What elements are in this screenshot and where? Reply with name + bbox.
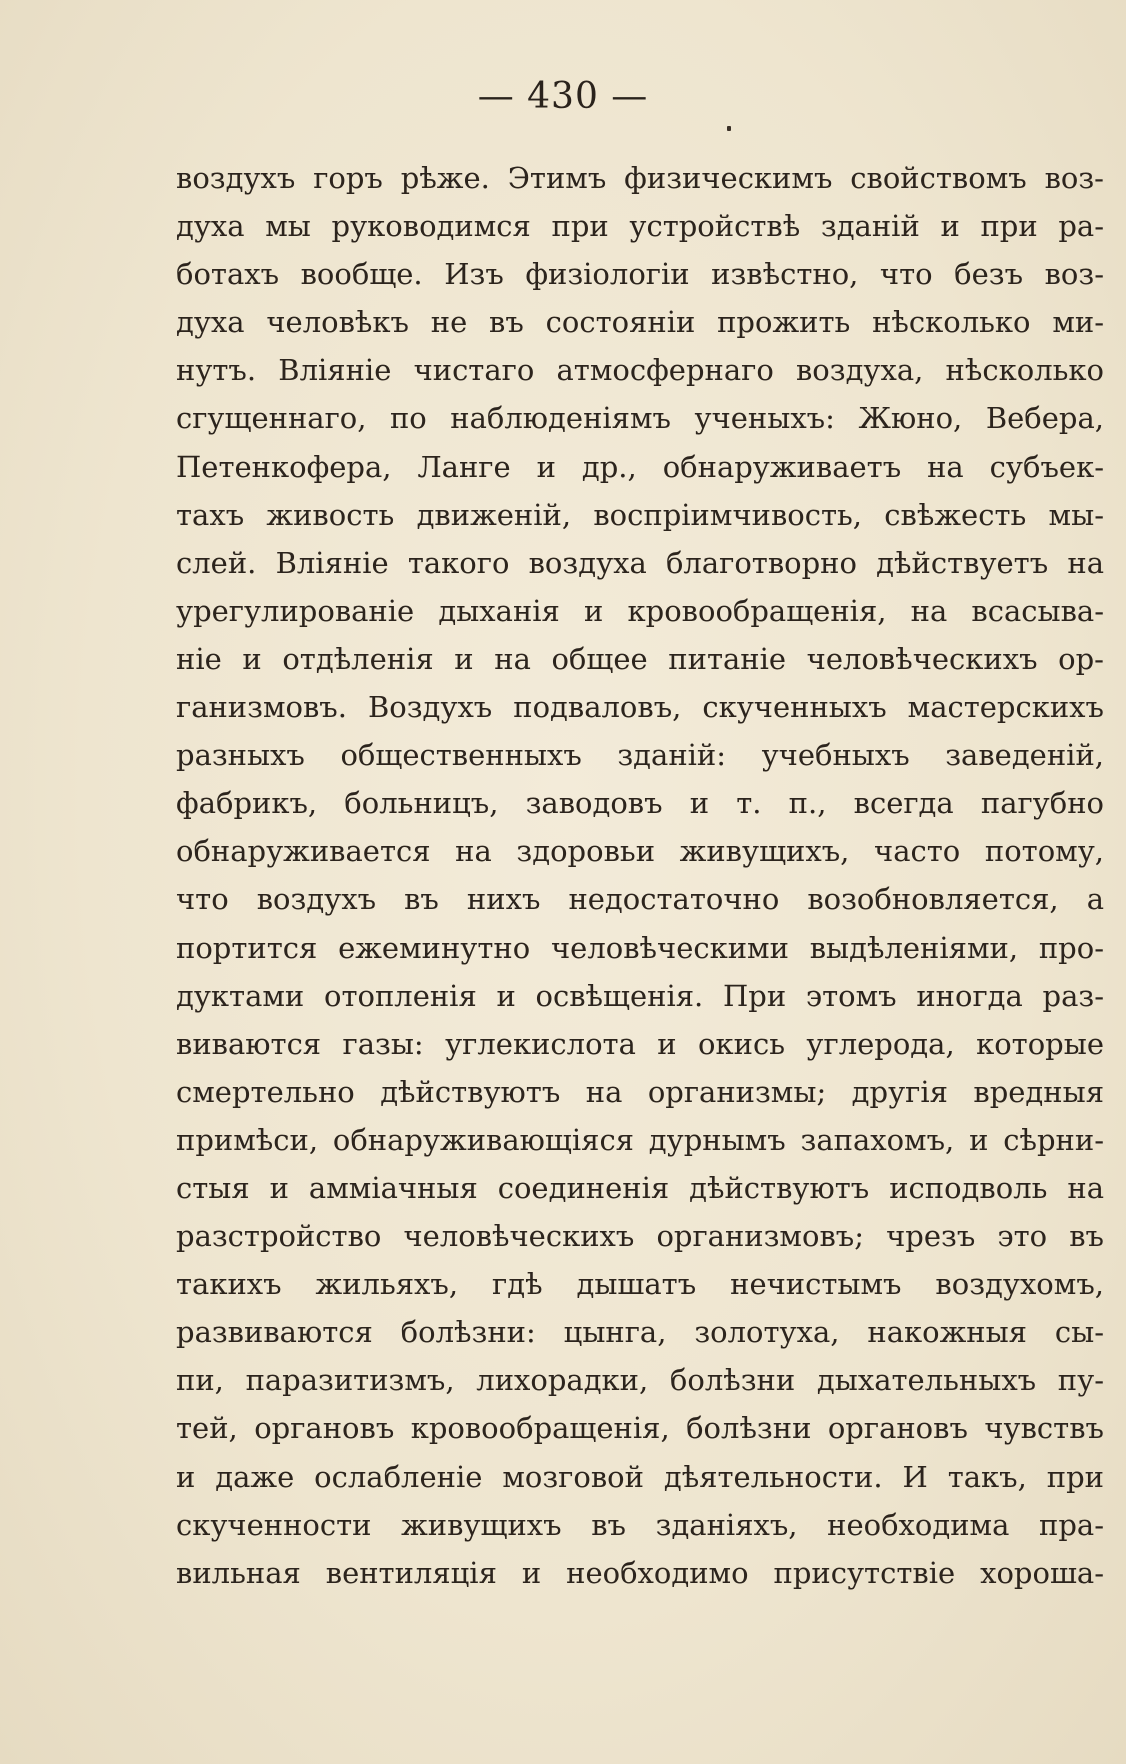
text-line: тахъ живость движеній, воспріимчивость, свѣжесть мы-: [176, 497, 1104, 532]
text-line: смертельно дѣйствуютъ на организмы; другія вредныя: [176, 1074, 1104, 1109]
text-line: сгущеннаго, по наблюденіямъ ученыхъ: Жюно, Вебера,: [176, 401, 1104, 436]
text-line: Петенкофера, Ланге и др., обнаруживаетъ на субъек-: [176, 449, 1104, 484]
text-line: нутъ. Вліяніе чистаго атмосфернаго воздуха, нѣсколько: [176, 353, 1104, 388]
text-line: разстройство человѣческихъ организмовъ; чрезъ это въ: [176, 1219, 1104, 1254]
text-line: воздухъ горъ рѣже. Этимъ физическимъ свойствомъ воз-: [176, 161, 1104, 195]
text-line: виваются газы: углекислота и окись углерода, которые: [176, 1026, 1104, 1061]
text-line: такихъ жильяхъ, гдѣ дышатъ нечистымъ воздухомъ,: [176, 1267, 1104, 1302]
text-line: ганизмовъ. Воздухъ подваловъ, скученныхъ мастерскихъ: [176, 690, 1104, 725]
text-line: урегулированіе дыханія и кровообращенія, на всасыва-: [176, 593, 1104, 628]
ink-speck: [727, 126, 731, 131]
text-line: разныхъ общественныхъ зданій: учебныхъ заведеній,: [176, 738, 1104, 773]
text-line: развиваются болѣзни: цынга, золотуха, накожныя сы-: [176, 1315, 1104, 1350]
text-line: духа мы руководимся при устройствѣ зданій и при ра-: [176, 209, 1104, 244]
text-line: обнаруживается на здоровьи живущихъ, часто потому,: [176, 834, 1104, 869]
text-line: фабрикъ, больницъ, заводовъ и т. п., всегда пагубно: [176, 786, 1104, 821]
text-line: и даже ослабленіе мозговой дѣятельности. И такъ, при: [176, 1459, 1104, 1494]
text-line: ніе и отдѣленія и на общее питаніе человѣческихъ ор-: [176, 641, 1104, 676]
text-line: стыя и аммiачныя соединенія дѣйствуютъ исподволь на: [176, 1170, 1104, 1205]
text-line: примѣси, обнаруживающіяся дурнымъ запахомъ, и сѣрни-: [176, 1122, 1104, 1157]
text-line: духа человѣкъ не въ состояніи прожить нѣсколько ми-: [176, 305, 1104, 340]
text-line: что воздухъ въ нихъ недостаточно возобновляется, а: [176, 882, 1104, 917]
text-line: скученности живущихъ въ зданіяхъ, необходима пра-: [176, 1507, 1104, 1542]
body-text: [176, 154, 1104, 1597]
text-line: слей. Вліяніе такого воздуха благотворно дѣйствуетъ на: [176, 545, 1104, 580]
text-line: дуктами отопленія и освѣщенія. При этомъ иногда раз-: [176, 978, 1104, 1013]
text-line: ботахъ вообще. Изъ физіологіи извѣстно, что безъ воз-: [176, 257, 1104, 292]
text-line: пи, паразитизмъ, лихорадки, болѣзни дыхательныхъ пу-: [176, 1363, 1104, 1398]
text-line: портится ежеминутно человѣческими выдѣленіями, про-: [176, 930, 1104, 965]
page-number: — 430 —: [477, 76, 649, 117]
text-line: тей, органовъ кровообращенія, болѣзни органовъ чувствъ: [176, 1411, 1104, 1446]
text-line: вильная вентиляція и необходимо присутствіе хороша-: [176, 1555, 1104, 1590]
